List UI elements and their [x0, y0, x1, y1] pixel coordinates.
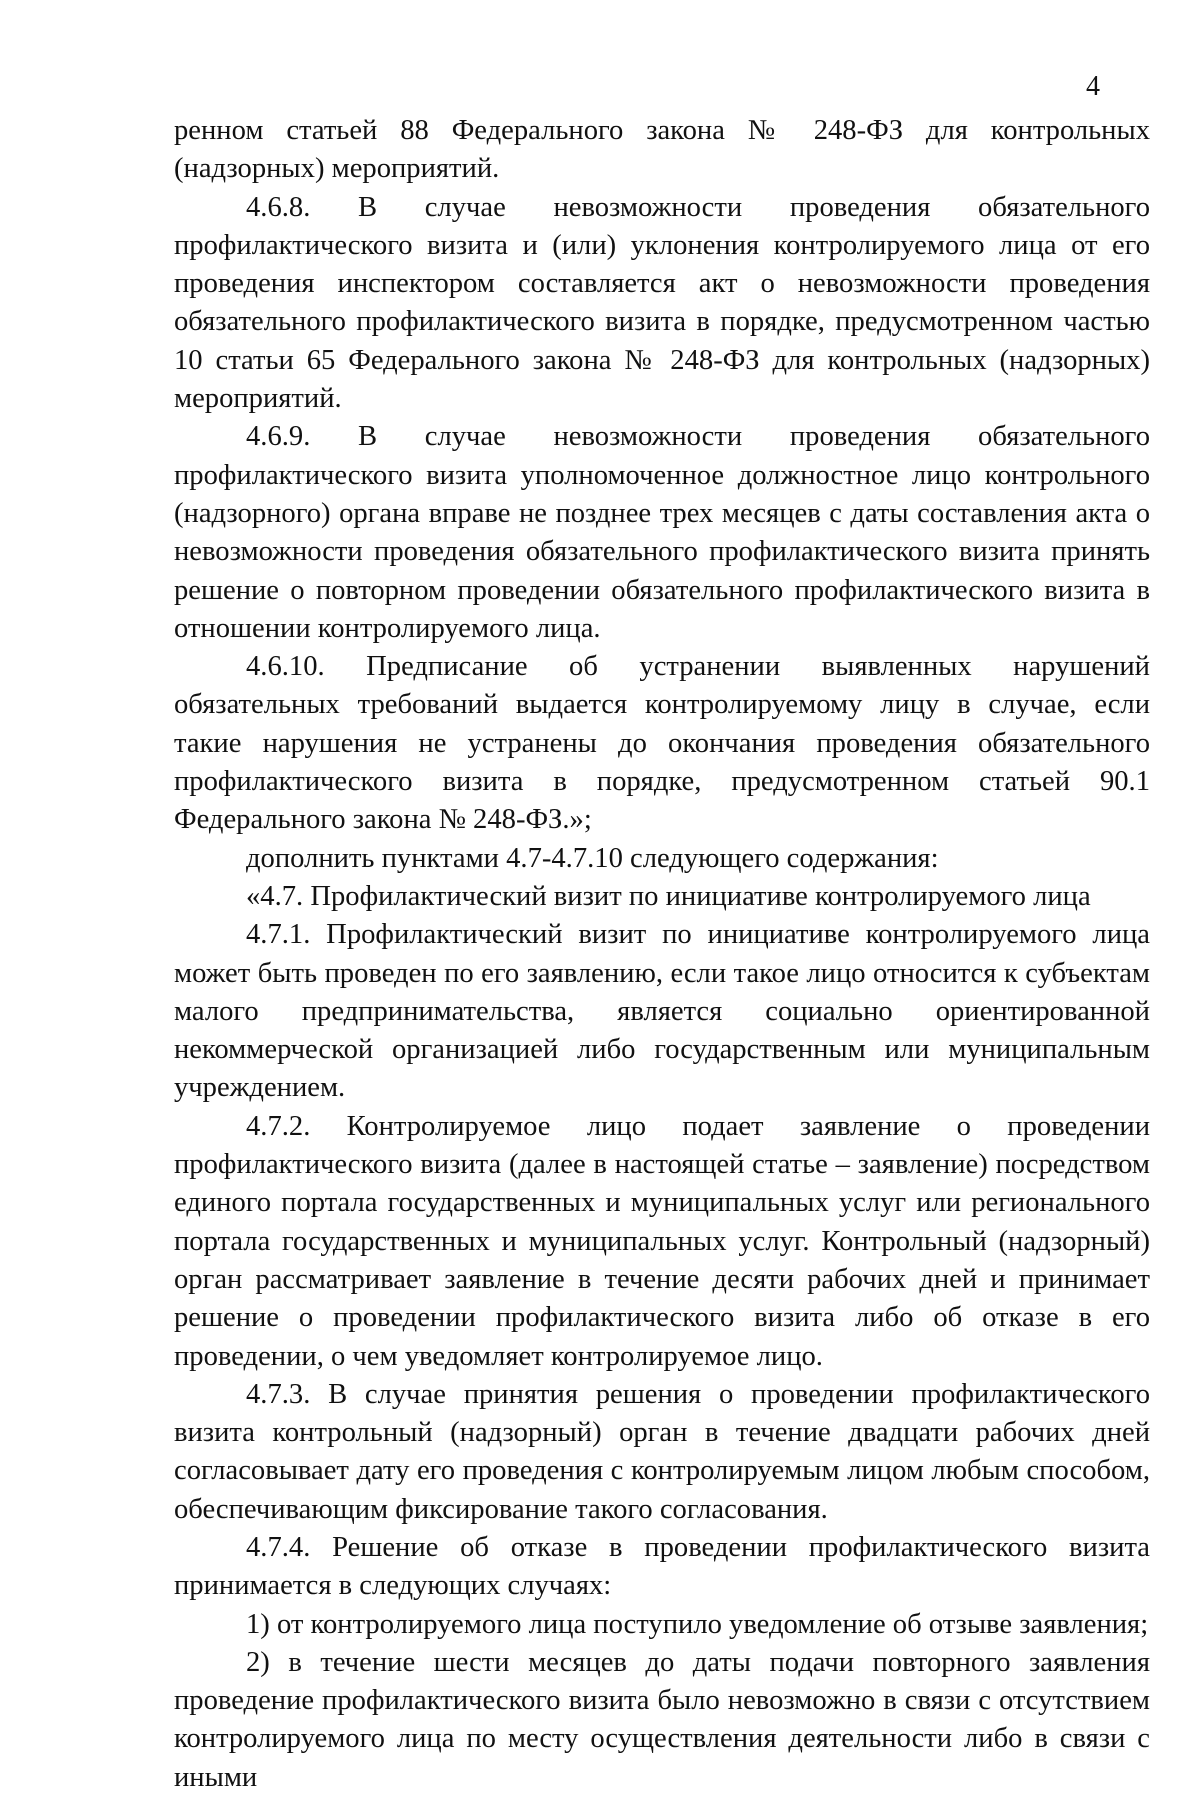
list-item-1: 1) от контролируемого лица поступило уведомление об отзыве заявления; [246, 1608, 1149, 1640]
paragraph-4-7-4: 4.7.4. Решение об отказе в проведении профилактического визита принимается в следующих случаях: [174, 1531, 1150, 1602]
paragraph-continuation: ренном статьей 88 Федерального закона № 248-ФЗ для контрольных (надзорных) мероприятий. [174, 115, 1150, 185]
document-body [174, 112, 1150, 1797]
paragraph-amendment-intro: дополнить пунктами 4.7-4.7.10 следующего содержания: [246, 842, 939, 874]
paragraph-4-7-heading: «4.7. Профилактический визит по инициативе контролируемого лица [246, 880, 1091, 912]
paragraph-4-6-10: 4.6.10. Предписание об устранении выявленных нарушений обязательных требований выдается контролируемому лицу в случае, если такие нарушения не устранены до окончания проведения обязательного профилактического визита в порядке, предусмотренном статьей 90.1 Федерального закона № 248-ФЗ.»; [174, 651, 1150, 836]
page-number: 4 [1086, 71, 1100, 102]
list-item-2: 2) в течение шести месяцев до даты подачи повторного заявления проведение профилактического визита было невозможно в связи с отсутствием контролируемого лица по месту осуществления деятельности либо в связи с иными [174, 1646, 1150, 1793]
paragraph-4-7-2: 4.7.2. Контролируемое лицо подает заявление о проведении профилактического визита (далее в настоящей статье – заявление) посредством единого портала государственных и муниципальных услуг или регионального портала государственных и муниципальных услуг. Контрольный (надзорный) орган рассматривает заявление в течение десяти рабочих дней и принимает решение о проведении профилактического визита либо об отказе в его проведении, о чем уведомляет контролируемое лицо. [174, 1110, 1150, 1372]
paragraph-4-7-3: 4.7.3. В случае принятия решения о проведении профилактического визита контрольный (надзорный) орган в течение двадцати рабочих дней согласовывает дату его проведения с контролируемым лицом любым способом, обеспечивающим фиксирование такого согласования. [174, 1378, 1150, 1525]
paragraph-4-6-9: 4.6.9. В случае невозможности проведения обязательного профилактического визита уполномоченное должностное лицо контрольного (надзорного) органа вправе не позднее трех месяцев с даты составления акта о невозможности проведения обязательного профилактического визита принять решение о повторном проведении обязательного профилактического визита в отношении контролируемого лица. [174, 421, 1150, 644]
paragraph-4-7-1: 4.7.1. Профилактический визит по инициативе контролируемого лица может быть проведен по его заявлению, если такое лицо относится к субъектам малого предпринимательства, является социально ориентированной некоммерческой организацией либо государственным или муниципальным учреждением. [174, 919, 1150, 1104]
paragraph-4-6-8: 4.6.8. В случае невозможности проведения обязательного профилактического визита и (или) уклонения контролируемого лица от его проведения инспектором составляется акт о невозможности проведения обязательного профилактического визита в порядке, предусмотренном частью 10 статьи 65 Федерального закона № 248-ФЗ для контрольных (надзорных) мероприятий. [174, 191, 1150, 415]
